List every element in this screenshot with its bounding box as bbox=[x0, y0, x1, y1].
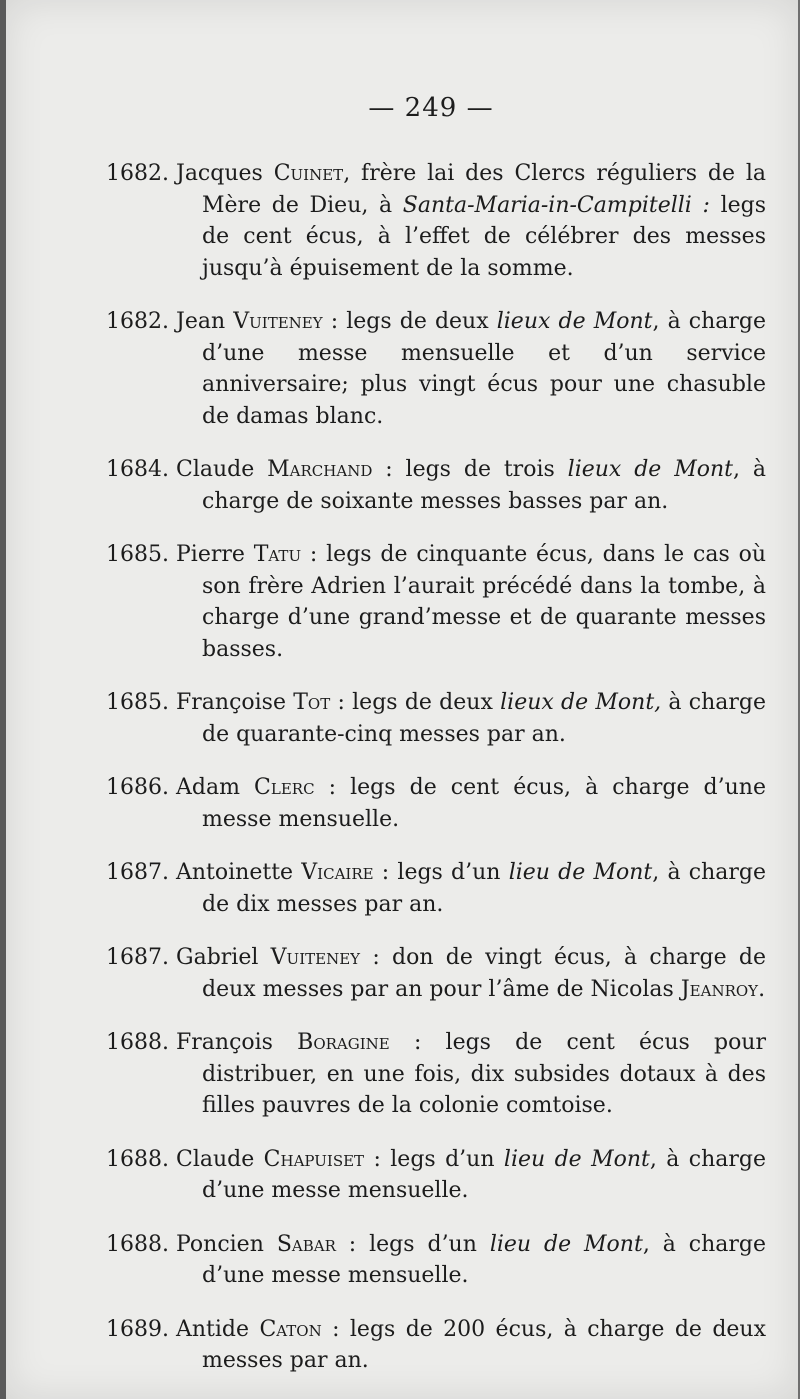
entry-1687-vuiteney bbox=[106, 942, 766, 1005]
book-page bbox=[6, 0, 798, 1399]
entry-1688-sabar bbox=[106, 1229, 766, 1292]
entry-text: : legs de trois bbox=[372, 457, 568, 482]
entry-first-name: Claude bbox=[176, 1146, 255, 1172]
entry-1682-vuiteney bbox=[106, 306, 766, 432]
entry-first-name: Antoinette bbox=[176, 860, 294, 885]
entry-first-name: Poncien bbox=[176, 1231, 264, 1257]
entry-last-name: Clerc bbox=[254, 775, 315, 800]
entry-year: 1682. bbox=[106, 309, 169, 334]
entry-first-name: François bbox=[176, 1030, 273, 1055]
entry-last-name: Marchand bbox=[267, 457, 373, 482]
entry-1684-marchand bbox=[106, 454, 766, 517]
entry-italic-text: lieu de Mont bbox=[489, 1231, 643, 1257]
entry-1687-vicaire bbox=[106, 857, 766, 920]
entry-italic-text: lieux de Mont bbox=[567, 457, 733, 482]
entry-text-end: à charge de quarante-cinq messes par an. bbox=[202, 690, 767, 747]
entry-1685-tatu bbox=[106, 539, 766, 665]
entry-text: : legs de 200 écus, à charge de deux messes par an. bbox=[202, 1316, 766, 1373]
entry-first-name: Pierre bbox=[176, 542, 245, 567]
entry-text: : don de vingt écus, à charge de deux messes par an pour l’âme de Nicolas bbox=[202, 945, 766, 1002]
entry-italic-text: lieu de Mont bbox=[503, 1146, 650, 1172]
entry-last-name: Chapuiset bbox=[263, 1146, 365, 1172]
entry-first-name: Françoise bbox=[176, 690, 286, 715]
entry-first-name: Claude bbox=[176, 457, 255, 482]
entry-year: 1689. bbox=[106, 1316, 169, 1342]
entry-last-name: Sabar bbox=[276, 1231, 336, 1257]
entry-last-name: Tatu bbox=[253, 542, 302, 567]
entry-text-end: . bbox=[758, 976, 766, 1002]
entry-text: , frère lai des Clercs réguliers de la Mère de Dieu, à bbox=[202, 161, 766, 218]
entry-year: 1688. bbox=[106, 1146, 169, 1172]
entry-first-name: Adam bbox=[176, 775, 240, 800]
legacy-entries-list bbox=[106, 136, 766, 1391]
entry-italic-text: Santa-Maria-in-Campitelli : bbox=[402, 192, 710, 218]
entry-text-end: , à charge de dix messes par an. bbox=[202, 860, 766, 917]
entry-year: 1685. bbox=[106, 690, 169, 715]
entry-text-end: , à charge d’une messe mensuelle. bbox=[202, 1231, 767, 1288]
entry-first-name: Gabriel bbox=[176, 945, 259, 970]
entry-italic-text: lieux de Mont bbox=[496, 309, 653, 334]
entry-text: : legs de cent écus pour distribuer, en une fois, dix subsides dotaux à des filles pauvres de la colonie comtoise. bbox=[202, 1030, 766, 1118]
entry-year: 1685. bbox=[106, 542, 169, 567]
entry-last-name: Vicaire bbox=[301, 860, 374, 885]
entry-year: 1686. bbox=[106, 775, 169, 800]
entry-1686-clerc bbox=[106, 772, 766, 835]
entry-text: : legs de deux bbox=[322, 309, 497, 334]
entry-year: 1687. bbox=[106, 860, 169, 885]
entry-last-name-secondary: Jeanroy bbox=[680, 976, 759, 1002]
entry-year: 1682. bbox=[106, 161, 169, 186]
entry-last-name: Caton bbox=[259, 1316, 322, 1342]
entry-first-name: Antide bbox=[176, 1316, 250, 1342]
entry-1688-boragine bbox=[106, 1027, 766, 1122]
entry-1688-chapuiset bbox=[106, 1144, 766, 1207]
entry-text-end: , à charge d’une messe mensuelle et d’un service anniversaire; plus vingt écus pour une chasuble de damas blanc. bbox=[202, 309, 767, 429]
entry-year: 1688. bbox=[106, 1030, 169, 1055]
entry-year: 1684. bbox=[106, 457, 169, 482]
entry-text: : legs d’un bbox=[373, 860, 509, 885]
entry-text: : legs d’un bbox=[364, 1146, 504, 1172]
entry-1685-tot bbox=[106, 687, 766, 750]
entry-italic-text: lieux de Mont, bbox=[500, 690, 662, 715]
entry-text: : legs de deux bbox=[330, 690, 501, 715]
entry-last-name: Boragine bbox=[297, 1030, 390, 1055]
entry-last-name: Cuinet bbox=[273, 161, 344, 186]
entry-1682-cuinet bbox=[106, 158, 766, 284]
entry-text: : legs de cinquante écus, dans le cas où son frère Adrien l’aurait précédé dans la tombe, à charge d’une grand’messe et de quarante messes basses. bbox=[202, 542, 766, 662]
page-number: — 249 — bbox=[368, 93, 494, 123]
entry-1689-caton bbox=[106, 1314, 766, 1377]
entry-first-name: Jean bbox=[176, 309, 226, 334]
entry-first-name: Jacques bbox=[176, 161, 263, 186]
entry-text-end: , à charge d’une messe mensuelle. bbox=[202, 1146, 766, 1203]
entry-text-end: legs de cent écus, à l’effet de célébrer des messes jusqu’à épuisement de la somme. bbox=[202, 192, 766, 281]
entry-text: : legs d’un bbox=[335, 1231, 490, 1257]
entry-text: : legs de cent écus, à charge d’une messe mensuelle. bbox=[202, 775, 766, 832]
entry-last-name: Vuiteney bbox=[270, 945, 361, 970]
entry-text-end: , à charge de soixante messes basses par an. bbox=[202, 457, 766, 514]
entry-last-name: Vuiteney bbox=[233, 309, 323, 334]
entry-last-name: Tot bbox=[293, 690, 331, 715]
entry-italic-text: lieu de Mont bbox=[508, 860, 653, 885]
entry-year: 1688. bbox=[106, 1231, 169, 1257]
entry-year: 1687. bbox=[106, 945, 169, 970]
